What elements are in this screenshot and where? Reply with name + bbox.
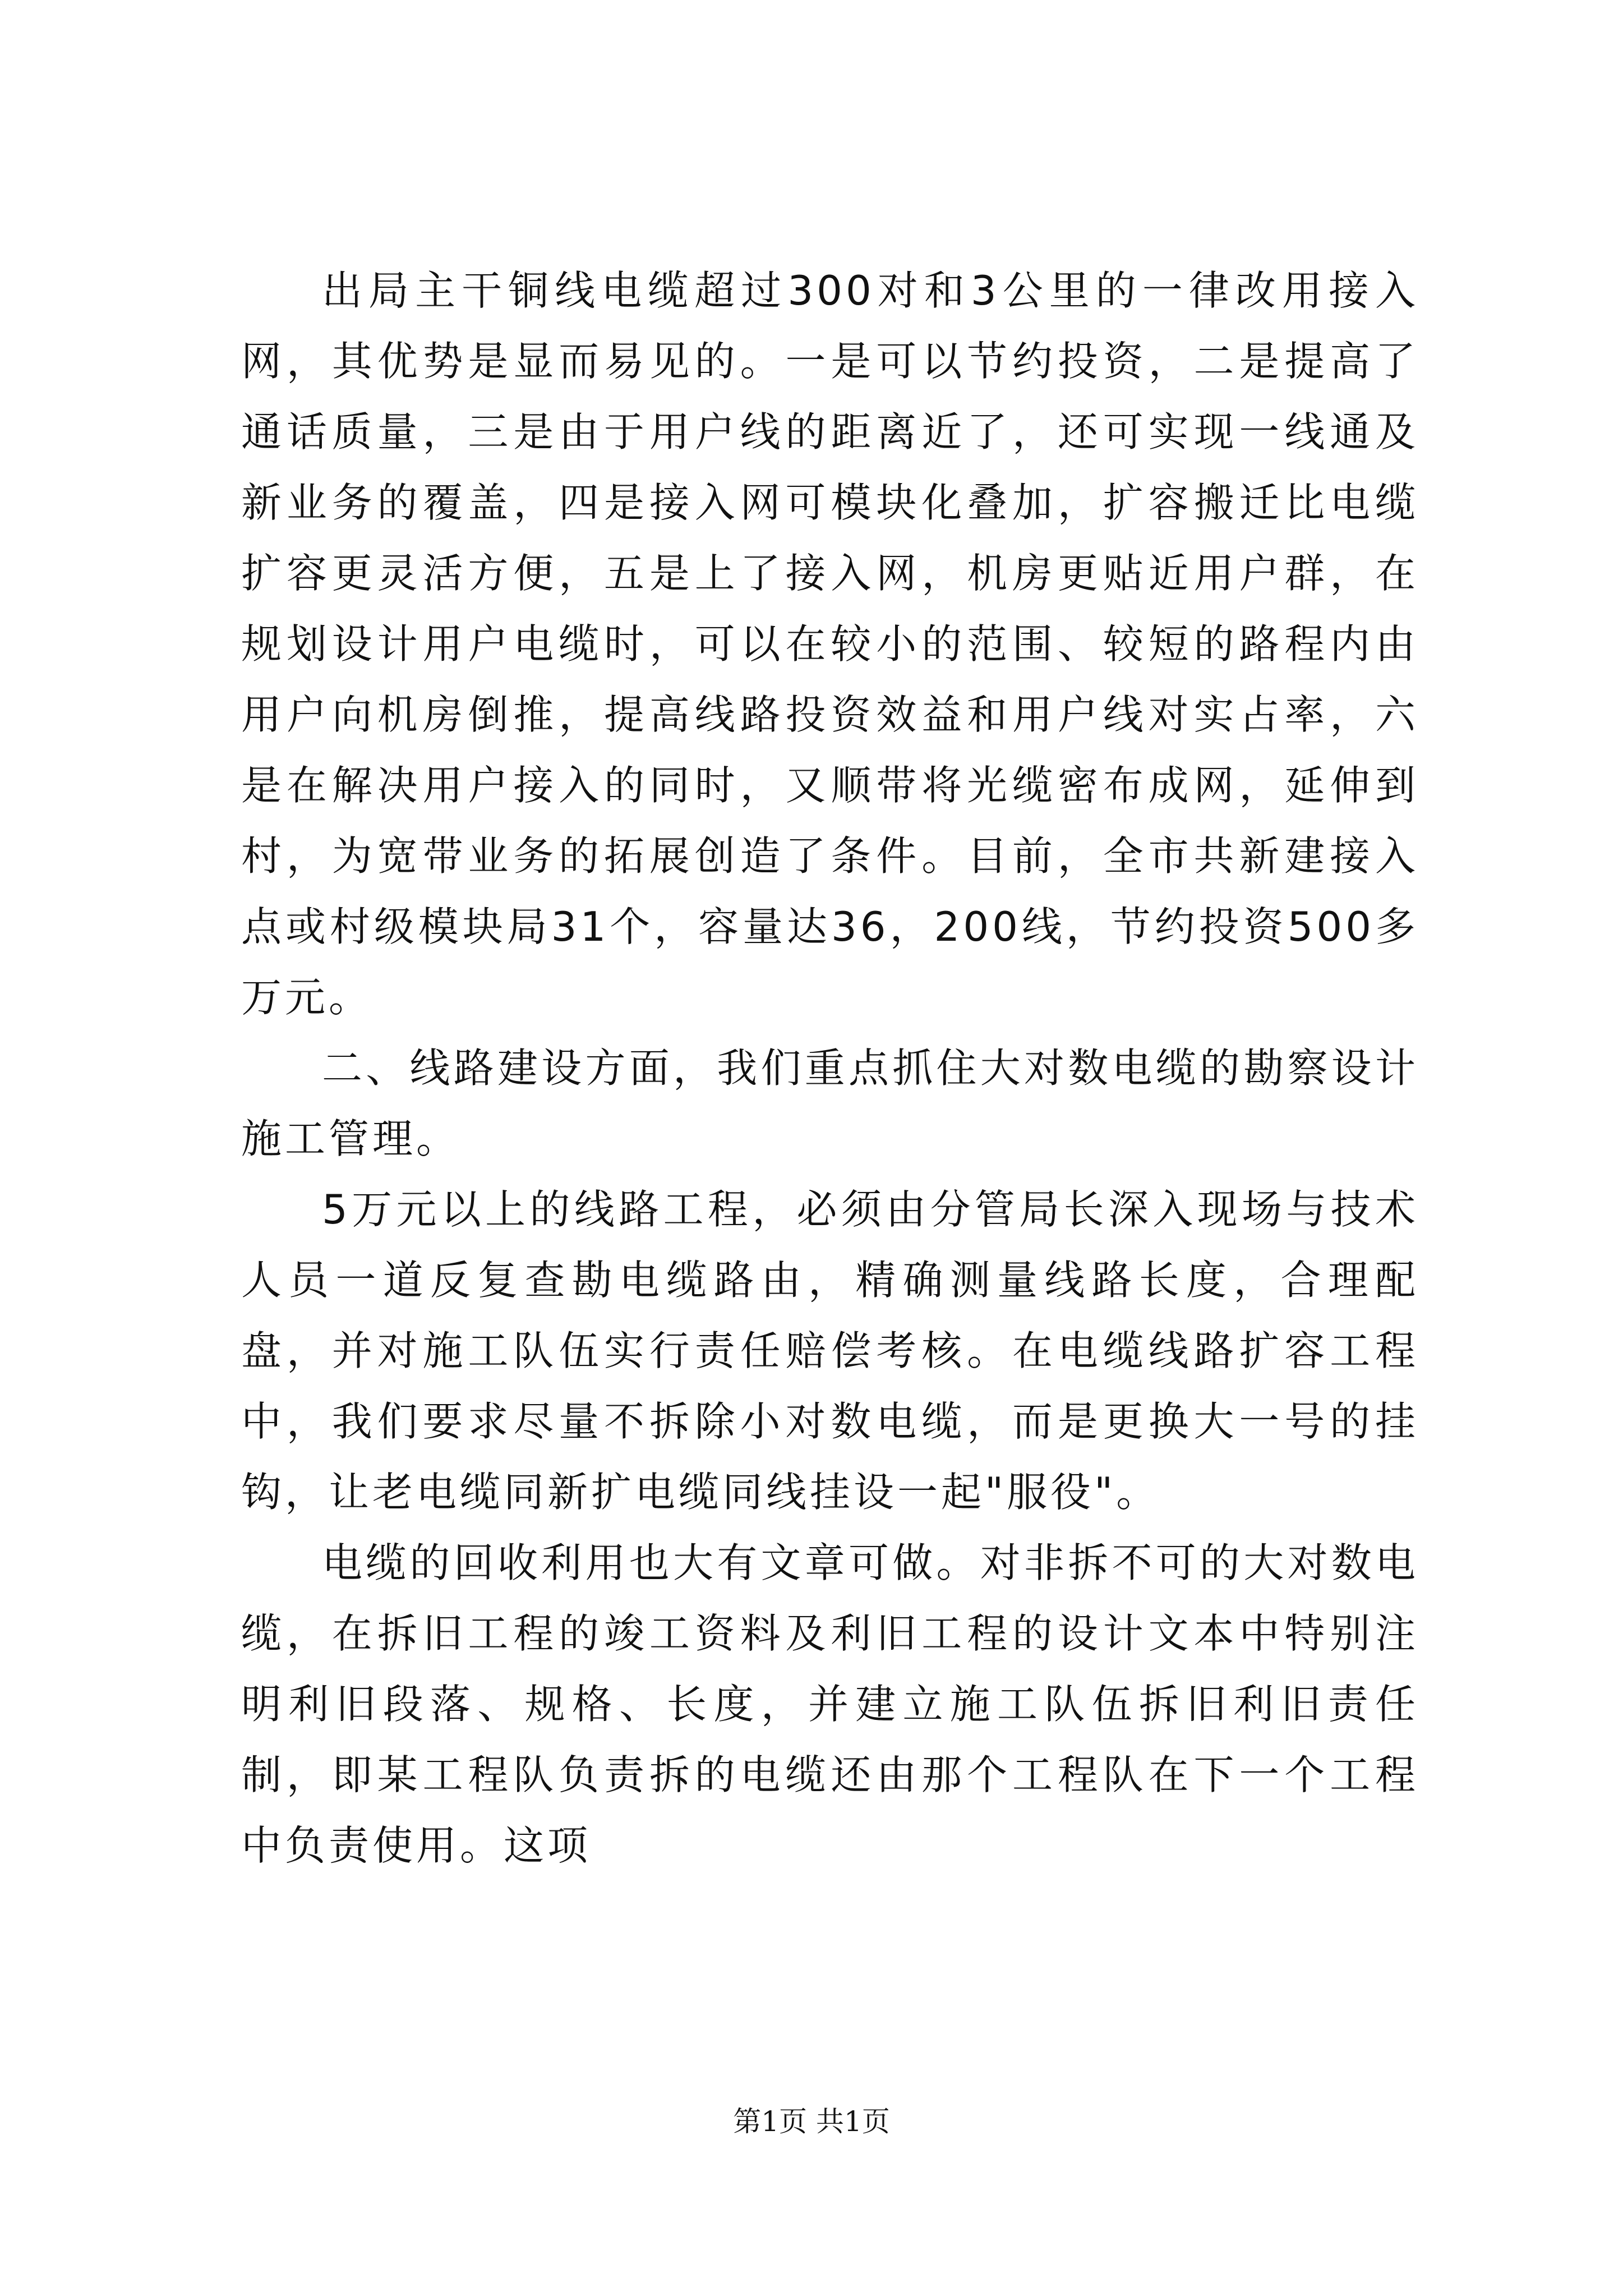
paragraph-cable-recycling: 电缆的回收利用也大有文章可做。对非拆不可的大对数电缆，在拆旧工程的竣工资料及利旧工程的设计文本中特别注明利旧段落、规格、长度，并建立施工队伍拆旧利旧责任制，即某工程队负责拆的电缆还由那个工程队在下一个工程中负责使用。这项 <box>241 1539 1419 1869</box>
paragraph-survey-management: 5万元以上的线路工程，必须由分管局长深入现场与技术人员一道反复查勘电缆路由，精确测量线路长度，合理配盘，并对施工队伍实行责任赔偿考核。在电缆线路扩容工程中，我们要求尽量不拆除小对数电缆，而是更换大一号的挂钩，让老电缆同新扩电缆同线挂设一起"服役"。 <box>241 1186 1419 1516</box>
page-footer: 第1页 共1页 <box>733 2105 890 2138</box>
document-body <box>241 255 1419 1881</box>
paragraph-line-construction: 二、线路建设方面，我们重点抓住大对数电缆的勘察设计施工管理。 <box>241 1045 1419 1162</box>
paragraph-access-network: 出局主干铜线电缆超过300对和3公里的一律改用接入网，其优势是显而易见的。一是可以节约投资，二是提高了通话质量，三是由于用户线的距离近了，还可实现一线通及新业务的覆盖，四是接入网可模块化叠加，扩容搬迁比电缆扩容更灵活方便，五是上了接入网，机房更贴近用户群，在规划设计用户电缆时，可以在较小的范围、较短的路程内由用户向机房倒推，提高线路投资效益和用户线对实占率，六是在解决用户接入的同时，又顺带将光缆密布成网，延伸到村，为宽带业务的拓展创造了条件。目前，全市共新建接入点或村级模块局31个，容量达36，200线，节约投资500多万元。 <box>241 267 1419 1021</box>
